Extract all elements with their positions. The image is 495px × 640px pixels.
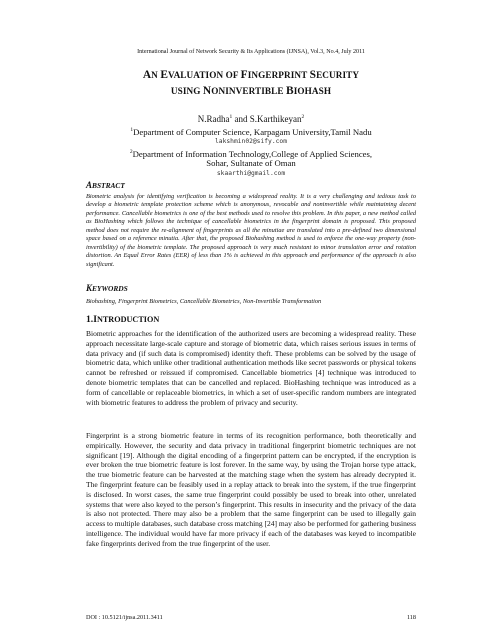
affiliation-1: $^1$Department of Computer Science, Karpagam University,Tamil Nadu xyxy=(130,126,372,137)
intro-paragraph-1: Biometric approaches for the identification of the authorized users are becoming a widespread reality. These approach necessitate large-scale capture and storage of biometric data, which raises serious issues in terms of data privacy and (if such data is compromised) identity theft. These problems can be solved by the usage of biometric data, which unlike other traditional authentication methods like secret passwords or physical tokens cannot be refreshed or reissued if compromised. Cancellable biometrics [4] technique was introduced to denote biometric templates that can be cancelled and replaced. BioHashing technique was introduced as a form of cancellable or replaceable biometrics, in which a set of user-specific random numbers are integrated with biometric features to address the problem of privacy and security. xyxy=(86,329,416,407)
doi-footer: DOI : 10.5121/ijnsa.2011.3411 xyxy=(86,614,163,621)
title-line-1: AN EVALUATION OF FINGERPRINT SECURITY xyxy=(142,69,360,81)
author-line: N.Radha$^1$ and S.Karthikeyan$^2$ xyxy=(197,114,305,124)
email-2: skaarthi@gmail.com xyxy=(216,170,286,177)
paper-page xyxy=(86,0,416,640)
abstract-heading: ABSTRACT xyxy=(86,180,125,190)
abstract-text: Biometric analysis for identifying verification is becoming a widespread reality. It is a very challenging and tedious task to develop a biometric template protection scheme which is anonymous, revocable and noninvertible while maintaining decent performance. Cancellable biometrics is one of the best methods used to resolve this problem. In this paper, a new method called as BioHashing which follows the technique of cancellable biometrics in the fingerprint domain is proposed. This proposed method does not require the re-alignment of fingerprints as all the minutiae are translated into a pre-defined two dimensional space based on a reference minutia. After that, the proposed Biohashing method is used to enforce the one-way property (non-invertibility) of the biometric template. The proposed approach is very much resistant to minor translation error and rotation distortion. An Equal Error Rates (EER) of less than 1% is achieved in this approach and performance of the approach is also significant. xyxy=(86,193,416,268)
email-1: lakshmin02@sify.com xyxy=(214,138,288,145)
affiliation-2-line-2: Sohar, Sultanate of Oman xyxy=(206,158,296,168)
affiliation-2: $^2$Department of Information Technology,College of Applied Sciences, xyxy=(129,148,373,159)
keywords-text: Biohashing, Fingerprint Biometrics, Cancellable Biometrics, Non-Invertible Transformation xyxy=(86,298,322,305)
page-number: 118 xyxy=(406,614,416,621)
title-line-2: USING NONINVERTIBLE BIOHASH xyxy=(170,85,332,97)
intro-paragraph-2: Fingerprint is a strong biometric feature in terms of its recognition performance, both theoretically and empirically. However, the security and data privacy in traditional fingerprint biometric techniques are not significant [19]. Although the digital encoding of a fingerprint pattern can be encrypted, if the encryption is ever broken the true biometric feature is lost forever. In the same way, by using the Trojan horse type attack, the true biometric feature can be harvested at the matching stage when the system has already decrypted it. The fingerprint feature can be feasibly used in a replay attack to break into the system, if the true fingerprint is disclosed. In worst cases, the same true fingerprint could possibly be used to break into other, unrelated systems that were also keyed to the person’s fingerprint. This results in insecurity and the privacy of the data is also not protected. There may also be a problem that the same fingerprint can be used to illegally gain access to multiple databases, such database cross matching [24] may also be performed for gathering business intelligence. The individual would have far more privacy if each of the databases was keyed to incompatible fake fingerprints derived from the true fingerprint of the user. xyxy=(86,431,416,548)
section-heading-introduction: 1.INTRODUCTION xyxy=(86,314,160,325)
paper-title xyxy=(86,67,416,99)
keywords-heading: KEYWORDS xyxy=(86,283,128,293)
journal-header: International Journal of Network Security & Its Applications (IJNSA), Vol.3, No.4, July 2011 xyxy=(137,49,365,55)
